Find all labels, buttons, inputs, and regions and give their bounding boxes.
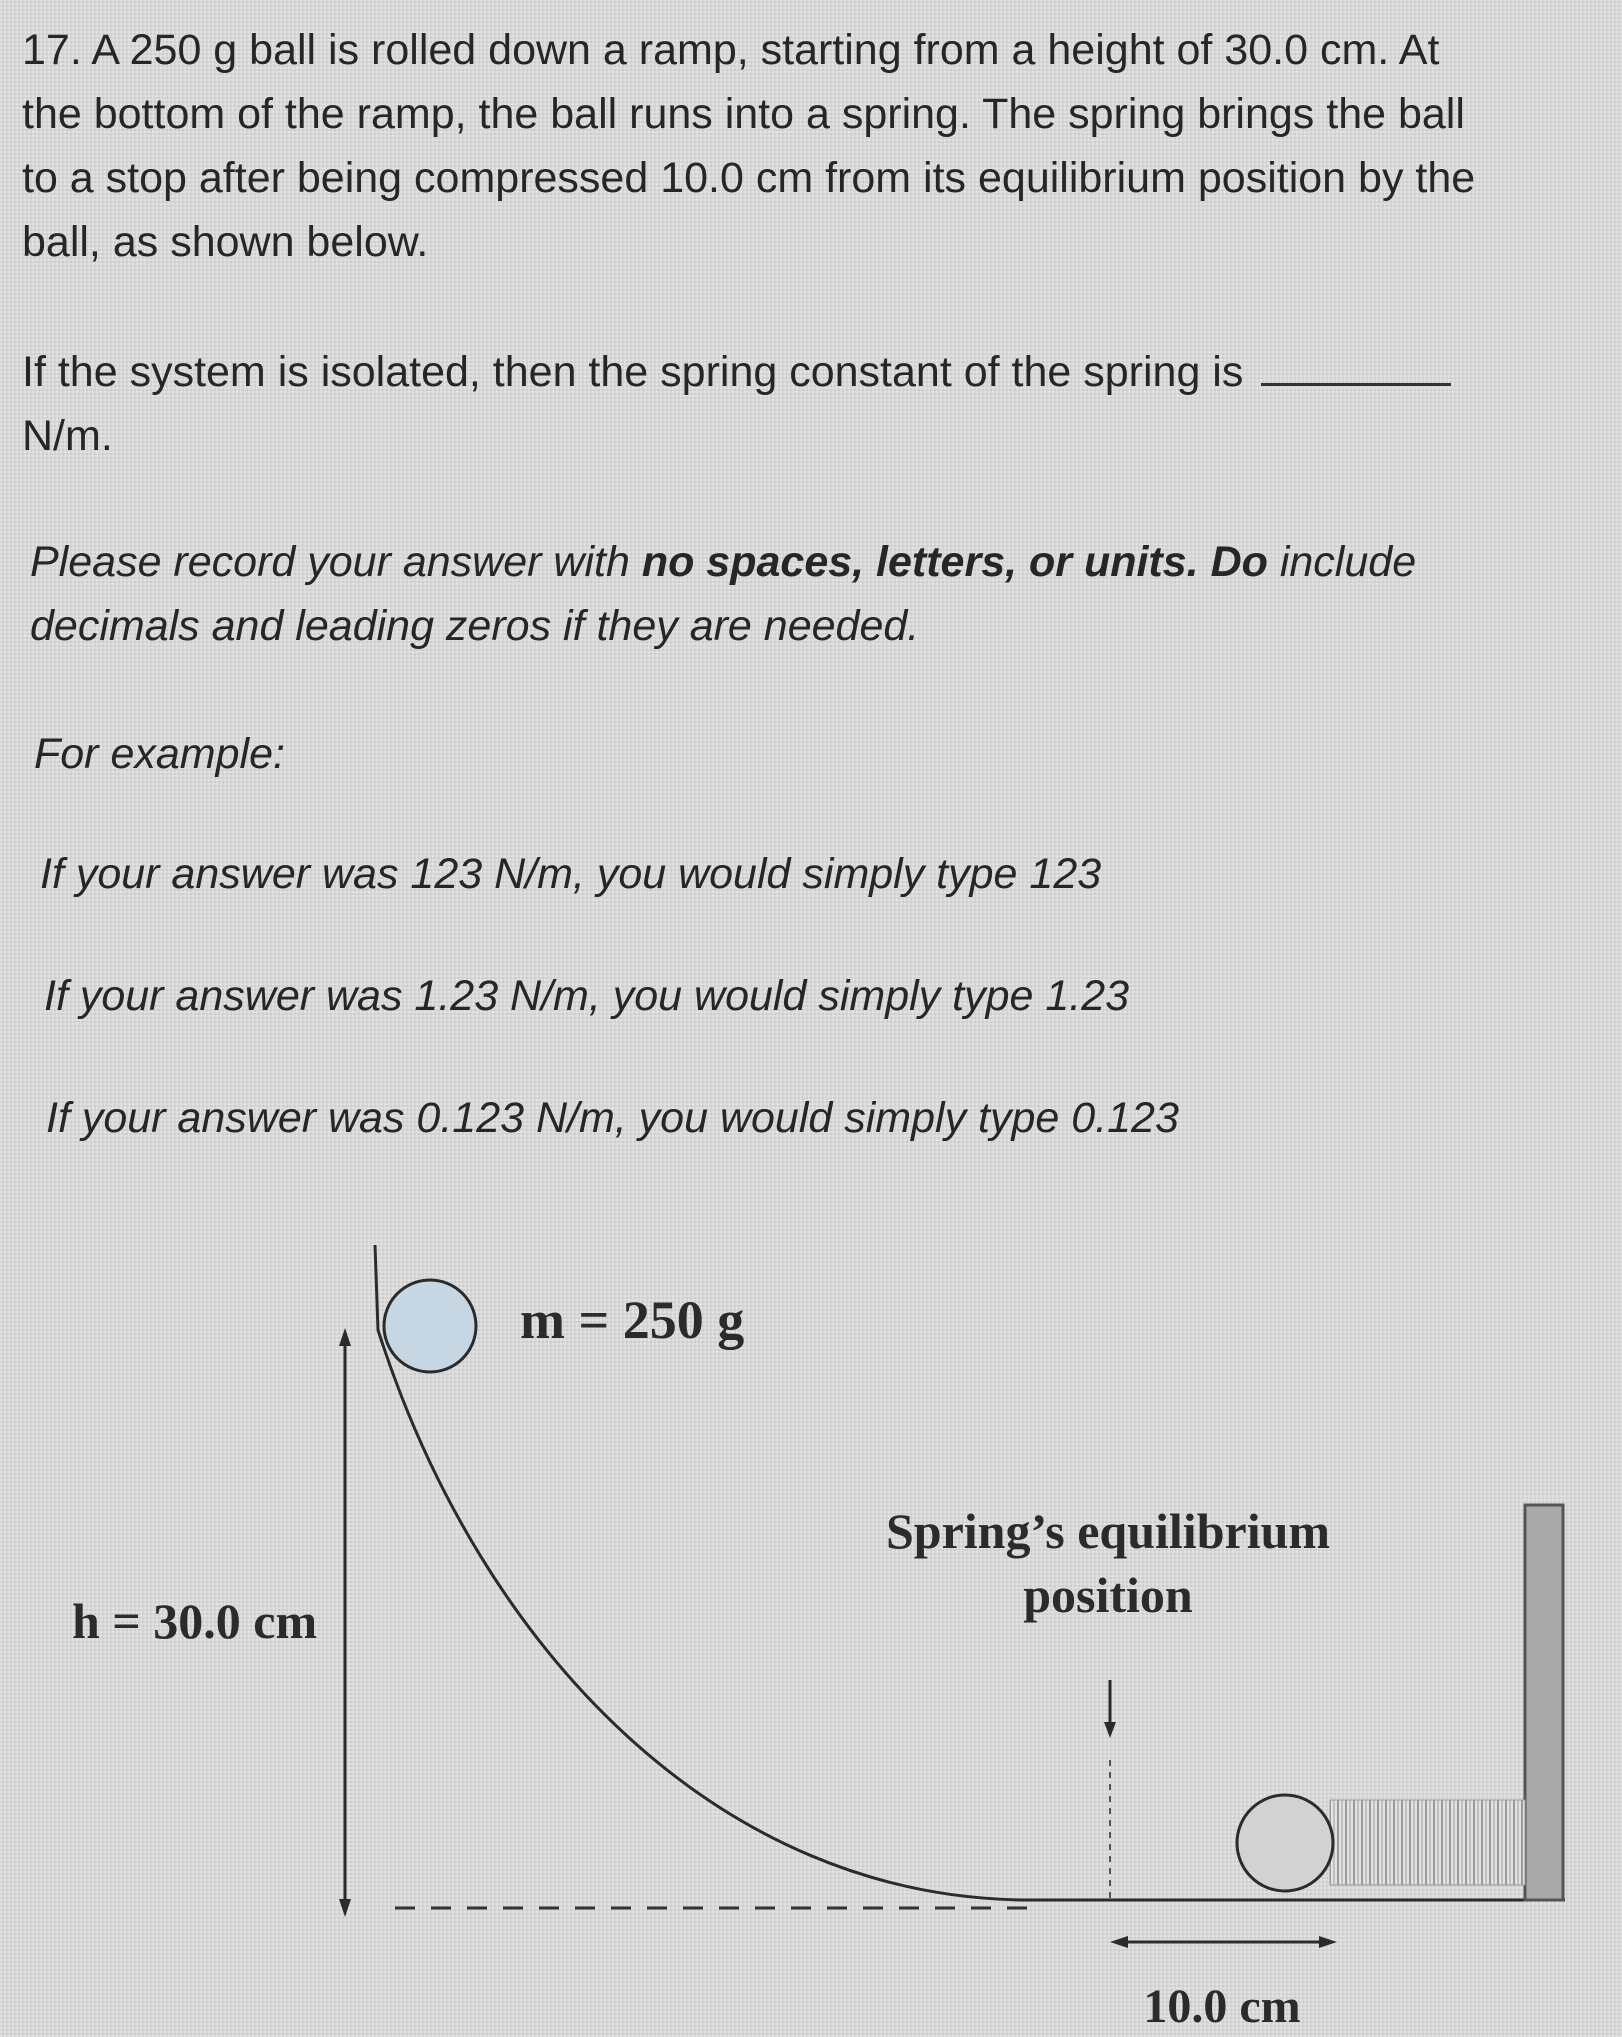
question-line-1: A 250 g ball is rolled down a ramp, starting from a height of 30.0 cm. At bbox=[91, 26, 1440, 74]
height-arrow bbox=[339, 1328, 351, 1917]
ball-bottom bbox=[1237, 1795, 1333, 1891]
question-line-3: to a stop after being compressed 10.0 cm from its equilibrium position by the bbox=[22, 154, 1476, 202]
instructions-bold-1: no spaces, letters, or units. bbox=[641, 538, 1199, 586]
question-number: 17. bbox=[22, 26, 82, 74]
ball-top bbox=[384, 1280, 476, 1372]
example-3: If your answer was 0.123 N/m, you would simply type 0.123 bbox=[46, 1094, 1179, 1142]
compression-label: 10.0 cm bbox=[1143, 1980, 1301, 2033]
mass-label: m = 250 g bbox=[520, 1290, 745, 1350]
wall bbox=[1525, 1505, 1563, 1900]
height-label: h = 30.0 cm bbox=[72, 1593, 318, 1649]
question-line-2: the bottom of the ramp, the ball runs into a spring. The spring brings the ball bbox=[22, 90, 1465, 138]
instructions-text-1: Please record your answer with bbox=[30, 538, 642, 586]
example-1: If your answer was 123 N/m, you would simply type 123 bbox=[40, 850, 1102, 898]
spring bbox=[1330, 1800, 1525, 1885]
example-2: If your answer was 1.23 N/m, you would simply type 1.23 bbox=[44, 972, 1130, 1020]
spring-equilibrium-label-2: position bbox=[1023, 1567, 1193, 1623]
prompt-line-2: N/m. bbox=[22, 412, 113, 460]
equilibrium-marker bbox=[1104, 1680, 1116, 1900]
instructions-bold-2: Do bbox=[1210, 538, 1268, 586]
for-example-label: For example: bbox=[34, 730, 285, 778]
instructions-text-3: include bbox=[1267, 538, 1417, 586]
prompt-line-1: If the system is isolated, then the spring constant of the spring is bbox=[22, 348, 1244, 396]
instructions-line-2: decimals and leading zeros if they are needed. bbox=[30, 602, 920, 650]
compression-arrow bbox=[1110, 1936, 1337, 1948]
spring-equilibrium-label-1: Spring’s equilibrium bbox=[885, 1503, 1331, 1559]
question-line-4: ball, as shown below. bbox=[22, 218, 429, 266]
